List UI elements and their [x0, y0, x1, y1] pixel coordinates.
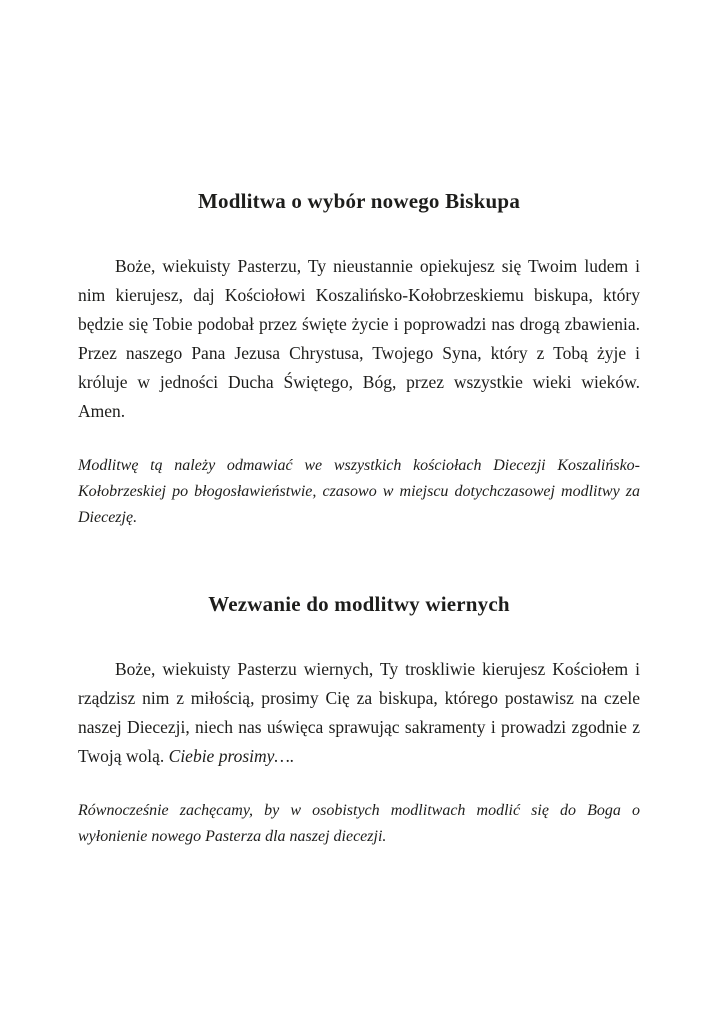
section2-prayer-response: Ciebie prosimy…. — [168, 746, 295, 766]
section1-title: Modlitwa o wybór nowego Biskupa — [197, 189, 521, 213]
section1-rubric-note: Modlitwę tą należy odmawiać we wszystkich kościołach Diecezji Koszalińsko-Kołobrzeskiej po błogosławieństwie, czasowo w miejscu dotychczasowej modlitwy za Diecezję. — [78, 457, 640, 526]
section2-rubric-note: Równocześnie zachęcamy, by w osobistych modlitwach modlić się do Boga o wyłonienie nowego Pasterza dla naszej diecezji. — [78, 802, 640, 845]
section1-prayer-paragraph: Boże, wiekuisty Pasterzu, Ty nieustannie opiekujesz się Twoim ludem i nim kierujesz, daj Kościołowi Koszalińsko-Kołobrzeskiemu biskupa, który będzie się Tobie podobał przez święte życie i poprowadzi nas drogą zbawienia. Przez naszego Pana Jezusa Chrystusa, Twojego Syna, który z Tobą żyje i króluje w jedności Ducha Świętego, Bóg, przez wszystkie wieki wieków. Amen. — [78, 256, 640, 421]
section2-prayer-paragraph — [78, 655, 640, 771]
section2-title: Wezwanie do modlitwy wiernych — [208, 592, 510, 616]
section2-prayer-text: Boże, wiekuisty Pasterzu wiernych, Ty troskliwie kierujesz Kościołem i rządzisz nim z miłością, prosimy Cię za biskupa, którego postawisz na czele naszej Diecezji, niech nas uświęca sprawując sakramenty i prowadzi zgodnie z Twoją wolą. — [78, 659, 640, 766]
